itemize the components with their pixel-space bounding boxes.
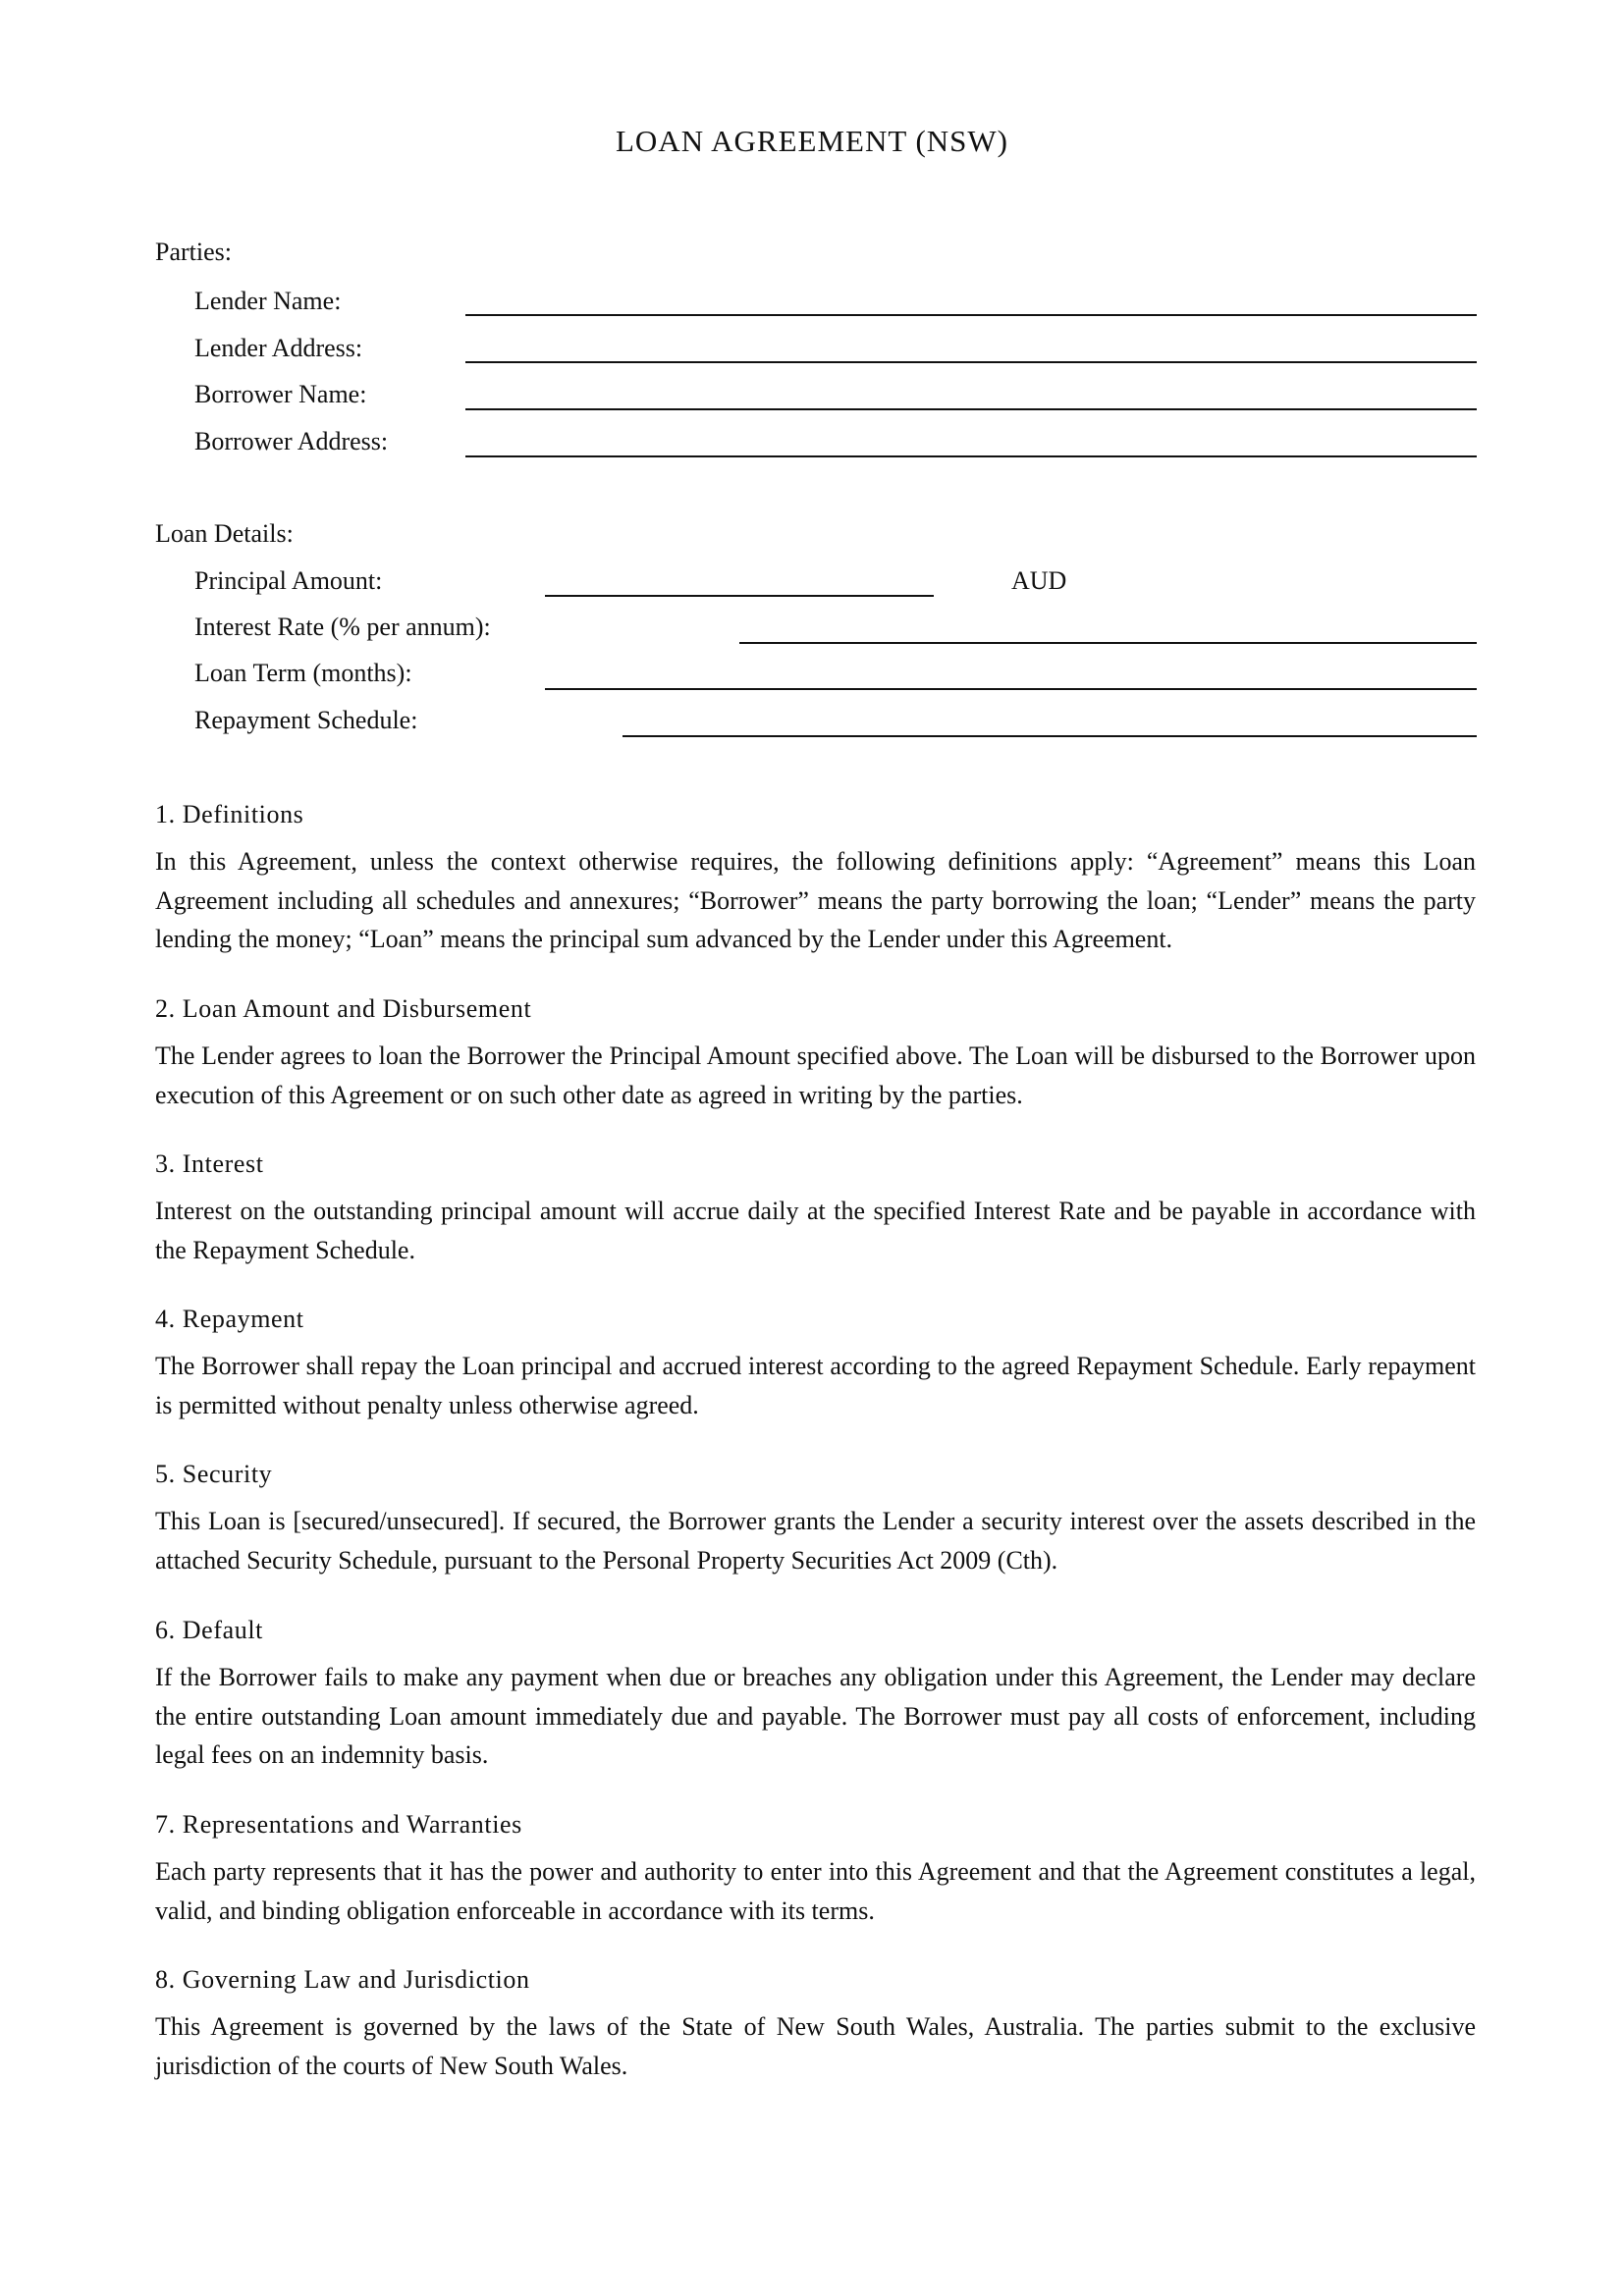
borrower-name-field[interactable]: [465, 408, 1477, 410]
clause-governing-law: [155, 1964, 1476, 2085]
clause-body: Interest on the outstanding principal amount will accrue daily at the specified Interest Rate and be payable in accordance with the Repayment Schedule.: [155, 1197, 1476, 1264]
principal-amount-label: Principal Amount:: [194, 566, 383, 595]
interest-rate-label: Interest Rate (% per annum):: [194, 613, 491, 641]
currency-unit: AUD: [1011, 566, 1067, 595]
borrower-address-label: Borrower Address:: [194, 427, 389, 455]
clause-heading: 1. Definitions: [155, 800, 304, 828]
lender-address-field[interactable]: [465, 361, 1477, 363]
interest-rate-field[interactable]: [739, 642, 1477, 644]
clause-body: The Lender agrees to loan the Borrower the Principal Amount specified above. The Loan will be disbursed to the Borrower upon execution of this Agreement or on such other date as agreed in writing by the parties.: [155, 1041, 1476, 1109]
borrower-name-label: Borrower Name:: [194, 380, 367, 408]
clause-default: [155, 1615, 1476, 1775]
repayment-schedule-field[interactable]: [623, 735, 1477, 737]
clause-representations: [155, 1809, 1476, 1930]
clause-body: In this Agreement, unless the context otherwise requires, the following definitions apply: “Agreement” means this Loan Agreement including all schedules and annexures; “Borrower” means the party borrowing the loan; “Lender” means the party lending the money; “Loan” means the principal sum advanced by the Lender under this Agreement.: [155, 847, 1476, 953]
clause-heading: 5. Security: [155, 1460, 273, 1488]
clause-repayment: [155, 1304, 1476, 1424]
loan-term-field[interactable]: [545, 688, 1477, 690]
clause-loan-amount: [155, 993, 1476, 1114]
loan-details-heading: Loan Details:: [155, 519, 294, 548]
lender-name-label: Lender Name:: [194, 287, 342, 315]
clause-body: This Agreement is governed by the laws of the State of New South Wales, Australia. The parties submit to the exclusive jurisdiction of the courts of New South Wales.: [155, 2012, 1476, 2080]
principal-amount-field[interactable]: [545, 595, 934, 597]
clause-body: Each party represents that it has the power and authority to enter into this Agreement and that the Agreement constitutes a legal, valid, and binding obligation enforceable in accordance with its terms.: [155, 1857, 1476, 1925]
clause-body: If the Borrower fails to make any payment when due or breaches any obligation under this Agreement, the Lender may declare the entire outstanding Loan amount immediately due and payable. The Borrower must pay all costs of enforcement, including legal fees on an indemnity basis.: [155, 1663, 1476, 1769]
lender-address-label: Lender Address:: [194, 334, 363, 362]
parties-heading: Parties:: [155, 238, 232, 266]
clause-heading: 2. Loan Amount and Disbursement: [155, 994, 532, 1023]
clause-body: The Borrower shall repay the Loan principal and accrued interest according to the agreed Repayment Schedule. Early repayment is permitted without penalty unless otherwise agreed.: [155, 1352, 1476, 1419]
document-title: LOAN AGREEMENT (NSW): [615, 124, 1008, 158]
repayment-schedule-label: Repayment Schedule:: [194, 706, 418, 734]
clause-security: [155, 1459, 1476, 1579]
clause-heading: 6. Default: [155, 1616, 263, 1644]
loan-term-label: Loan Term (months):: [194, 659, 412, 687]
borrower-address-field[interactable]: [465, 455, 1477, 457]
clause-definitions: [155, 799, 1476, 959]
lender-name-field[interactable]: [465, 314, 1477, 316]
clause-heading: 4. Repayment: [155, 1305, 304, 1333]
clause-interest: [155, 1148, 1476, 1269]
clause-body: This Loan is [secured/unsecured]. If secured, the Borrower grants the Lender a security interest over the assets described in the attached Security Schedule, pursuant to the Personal Property Securities Act 2009 (Cth).: [155, 1507, 1476, 1575]
clause-heading: 8. Governing Law and Jurisdiction: [155, 1965, 530, 1994]
clause-heading: 7. Representations and Warranties: [155, 1810, 522, 1839]
clause-heading: 3. Interest: [155, 1149, 264, 1178]
